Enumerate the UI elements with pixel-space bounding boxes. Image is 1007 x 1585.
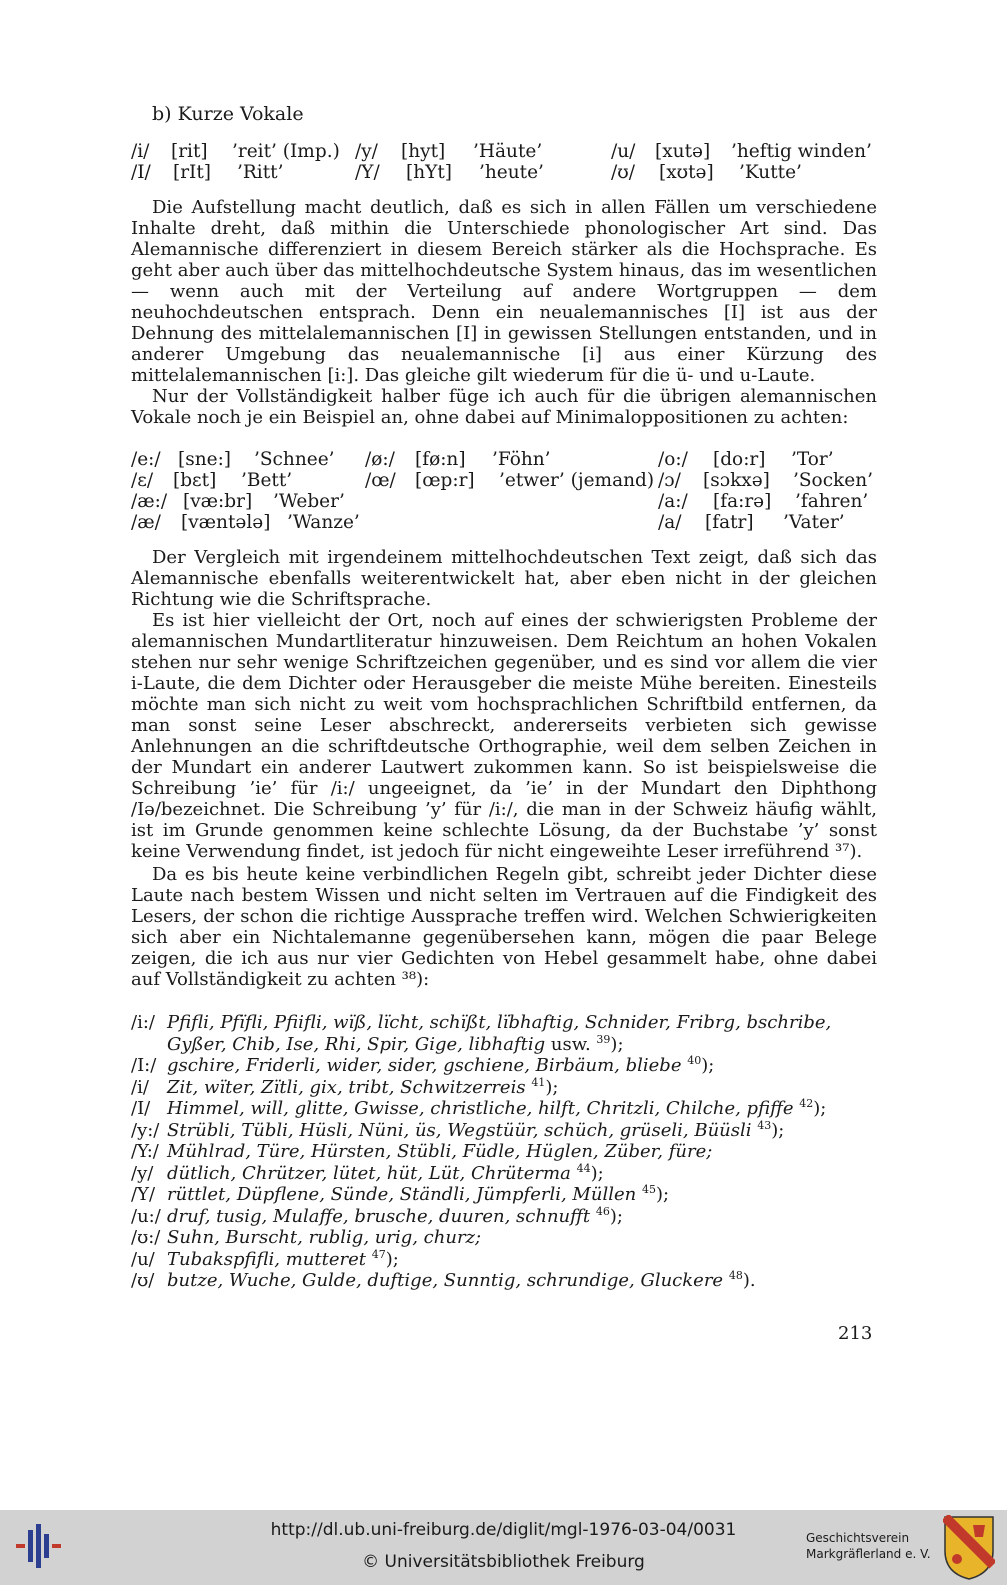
table-cell: [væ:br] [183,491,253,512]
society-name: Geschichtsverein Markgräflerland e. V. [806,1531,931,1561]
footnote-marker: 46 [595,1204,610,1218]
example-words [131,1141,891,1163]
footnote-marker: 44 [576,1161,591,1175]
copyright-text: © Universitätsbibliothek Freiburg [362,1552,645,1572]
table-cell: ’reit’ (Imp.) [232,141,340,162]
example-row [131,1227,891,1249]
example-words [131,1206,891,1228]
example-end-punct: ); [385,1248,399,1270]
phoneme-label: /I:/ [131,1055,157,1076]
example-end-punct: ); [590,1162,604,1184]
table-cell: [rIt] [173,162,212,183]
table-cell: ’Schnee’ [254,449,335,470]
example-end-punct: ); [771,1119,785,1141]
table-cell: ’etwer’ (jemand) [499,470,655,491]
example-row [131,1206,891,1228]
table-cell: /ʊ/ [611,162,635,183]
table-cell: /a/ [658,512,682,533]
table-cell: /i/ [131,141,150,162]
phoneme-label: /u/ [131,1248,155,1270]
coat-of-arms-icon [943,1515,995,1581]
hebel-examples-list [131,1012,891,1292]
table-cell: ’Bett’ [241,470,293,491]
example-word-list: dütlich, Chrützer, lütet, hüt, Lüt, Chrüterma [167,1162,571,1184]
example-end-punct: ); [610,1033,624,1055]
footnote-marker: 47 [371,1247,386,1261]
table-cell: ’Vater’ [783,512,845,533]
example-row [131,1270,891,1292]
table-cell: /y/ [355,141,378,162]
footnote-marker: 40 [687,1054,702,1067]
table-cell: ’fahren’ [795,491,869,512]
table-cell: /o:/ [658,449,688,470]
table-cell: ’Wanze’ [287,512,360,533]
example-word-list: Suhn, Burscht, rublig, urig, churz; [167,1227,482,1248]
example-row [131,1077,891,1099]
footnote-marker: 42 [799,1097,814,1110]
example-row [131,1184,891,1206]
example-word-list: Pfifli, Pfïfli, Pfiifli, wïß, lïcht, schïßt, lïbhaftig, Schnider, Fribrg, bschribe, Gyßer, Chib, Ise, Rhi, Spir, Gige, libhaftig [167,1012,832,1055]
table-cell: [xʊtə] [659,162,714,183]
phoneme-label: /ʊ:/ [131,1227,161,1248]
paragraph-5: Da es bis heute keine verbindlichen Regeln gibt, schreibt jeder Dichter diese Laute nach bestem Wissen und nicht selten im Vertrauen auf die Findigkeit des Lesers, der schon die richtige Aussprache treffen wird. Welchen Schwierigkeiten sich aber ein Nichtalemanne gegenübersehen kann, mögen die paar Belege zeigen, die ich aus nur vier Gedichten von Hebel gesammelt habe, ohne dabei auf Vollständigkeit zu achten ³⁸): [131,864,877,990]
example-word-list: gschire, Friderli, wider, sider, gschiene, Birbäum, bliebe [167,1055,682,1076]
phoneme-label: /y:/ [131,1119,160,1141]
example-words [131,1098,891,1120]
table-cell: ’Weber’ [273,491,345,512]
table-cell: [sɔkxə] [703,470,770,491]
table-cell: ’Föhn’ [492,449,551,470]
example-word-list: druf, tusig, Mulaffe, brusche, duuren, schnufft [167,1205,591,1227]
table-cell: [xutə] [655,141,711,162]
table-cell: [do:r] [713,449,766,470]
example-plain-text: usw. [545,1033,591,1055]
table-cell: [hYt] [406,162,452,183]
table-cell: /ø:/ [365,449,395,470]
example-end-punct: ); [701,1055,715,1076]
phoneme-label: /i/ [131,1076,149,1098]
example-end-punct: ); [655,1184,670,1205]
section-heading: b) Kurze Vokale [152,103,304,125]
example-words [131,1270,891,1292]
example-end-punct: ); [813,1098,827,1119]
footnote-marker: 45 [641,1183,656,1196]
phoneme-label: /i:/ [131,1012,155,1033]
table-cell: ’heute’ [479,162,544,183]
example-words [131,1012,891,1055]
table-cell: /œ/ [365,470,396,491]
example-words [131,1055,891,1077]
example-word-list: rüttlet, Düpflene, Sünde, Ständli, Jümpferli, Müllen [167,1184,637,1205]
paragraph-1: Die Aufstellung macht deutlich, daß es sich in allen Fällen um verschiedene Inhalte dreht, daß mithin die Unterschiede phonologischer Art sind. Das Alemannische differenziert in diesem Bereich stärker als die Hochsprache. Es geht aber auch über das mittelhochdeutsche System hinaus, das im wesentlichen — wenn auch mit der Verteilung auf andere Wortgruppen — dem neuhochdeutschen entsprach. Denn ein neualemannisches [I] ist aus der Dehnung des mittelalemannischen [I] in gewissen Stellungen entstanden, und in anderer Umgebung das neualemannische [i] aus einer Kürzung des mittelalemannischen [i:]. Das gleiche gilt wiederum für die ü- und u-Laute. [131,197,877,386]
example-word-list: Strübli, Tübli, Hüsli, Nüni, üs, Wegstüür, schüch, grüseli, Büüsli [167,1119,752,1141]
paragraph-2: Nur der Vollständigkeit halber füge ich auch für die übrigen alemannischen Vokale noch je ein Beispiel an, ohne dabei auf Minimaloppositionen zu achten: [131,386,877,428]
example-row [131,1141,891,1163]
example-row [131,1055,891,1077]
table-cell: /I/ [131,162,151,183]
paragraph-3: Der Vergleich mit irgendeinem mittelhochdeutschen Text zeigt, daß sich das Alemannische ebenfalls weiterentwickelt hat, aber eben nicht in der gleichen Richtung wie die Schriftsprache. [131,547,877,610]
table-cell: [fø:n] [415,449,466,470]
table-cell: /æ/ [131,512,161,533]
example-words [131,1077,891,1099]
source-url-link[interactable]: http://dl.ub.uni-freiburg.de/diglit/mgl-1976-03-04/0031 [270,1520,737,1540]
footer-bar [0,1510,1007,1585]
phoneme-label: /Y/ [131,1184,156,1205]
example-words [131,1120,891,1142]
example-end-punct: ); [609,1205,623,1227]
example-words [131,1227,891,1249]
example-word-list: Tubakspfifli, mutteret [167,1248,367,1270]
phoneme-label: /Y:/ [131,1141,159,1162]
table-cell: [rit] [171,141,208,162]
table-cell: /e:/ [131,449,161,470]
table-cell: [bεt] [173,470,217,491]
example-row [131,1163,891,1185]
example-word-list: butze, Wuche, Gulde, duftige, Sunntig, schrundige, Gluckere [167,1270,724,1291]
footnote-marker: 39 [596,1032,611,1046]
phoneme-label: /I/ [131,1098,151,1119]
example-end-punct: ). [742,1270,756,1291]
table-cell: ’Tor’ [791,449,834,470]
example-row [131,1249,891,1271]
table-cell: ’heftig winden’ [731,141,872,162]
table-cell: [sne:] [178,449,232,470]
paragraph-4: Es ist hier vielleicht der Ort, noch auf eines der schwierigsten Probleme der alemannischen Mundartliteratur hinzuweisen. Dem Reichtum an hohen Vokalen stehen nur sehr wenige Schriftzeichen gegenüber, und es sind vor allem die vier i-Laute, die dem Dichter oder Herausgeber die meiste Mühe bereiten. Einesteils möchte man sich nicht zu weit vom hochsprachlichen Schriftbild entfernen, da man sonst seine Leser abschreckt, andererseits verbieten sich gewisse Anlehnungen an die schriftdeutsche Orthographie, weil dem selben Zeichen in der Mundart ein anderer Lautwert zukommen kann. So ist beispielsweise die Schreibung ’ie’ für /i:/ ungeeignet, da ’ie’ in der Mundart den Diphthong /Iə/bezeichnet. Die Schreibung ’y’ für /i:/, die man in der Schweiz häufig wählt, ist im Grunde genommen keine schlechte Lösung, da der Buchstabe ’y’ sonst keine Verwendung findet, ist jedoch für nicht eingeweihte Leser irreführend ³⁷). [131,610,877,862]
table-cell: [fatr] [705,512,754,533]
footnote-marker: 48 [728,1269,743,1282]
page-number: 213 [838,1323,873,1344]
table-cell: /u/ [611,141,636,162]
table-cell: ’Häute’ [473,141,543,162]
example-end-punct: ); [545,1076,559,1098]
phoneme-label: /ʊ/ [131,1270,155,1291]
footnote-marker: 41 [531,1075,546,1089]
table-cell: [fa:rə] [713,491,772,512]
footnote-marker: 43 [757,1118,772,1132]
table-cell: /ɔ/ [658,470,681,491]
table-cell: /a:/ [658,491,688,512]
example-word-list: Mühlrad, Türe, Hürsten, Stübli, Füdle, Hüglen, Züber, füre; [167,1141,713,1162]
table-cell: [œp:r] [415,470,475,491]
table-cell: [væntələ] [181,512,271,533]
example-words [131,1163,891,1185]
table-cell: ’Ritt’ [237,162,284,183]
example-word-list: Himmel, will, glitte, Gwisse, christliche, hilft, Chritzli, Chilche, pfiffe [167,1098,794,1119]
example-row [131,1012,891,1055]
table-cell: /Y/ [355,162,380,183]
table-cell: ’Kutte’ [739,162,802,183]
table-cell: /æ:/ [131,491,168,512]
example-words [131,1249,891,1271]
example-word-list: Zit, wïter, Zïtli, gix, tribt, Schwitzerreis [167,1076,526,1098]
phoneme-label: /u:/ [131,1205,161,1227]
example-words [131,1184,891,1206]
example-row [131,1120,891,1142]
table-cell: ’Socken’ [793,470,874,491]
table-cell: [hyt] [401,141,446,162]
example-row [131,1098,891,1120]
phoneme-label: /y/ [131,1162,154,1184]
table-cell: /ε/ [131,470,154,491]
